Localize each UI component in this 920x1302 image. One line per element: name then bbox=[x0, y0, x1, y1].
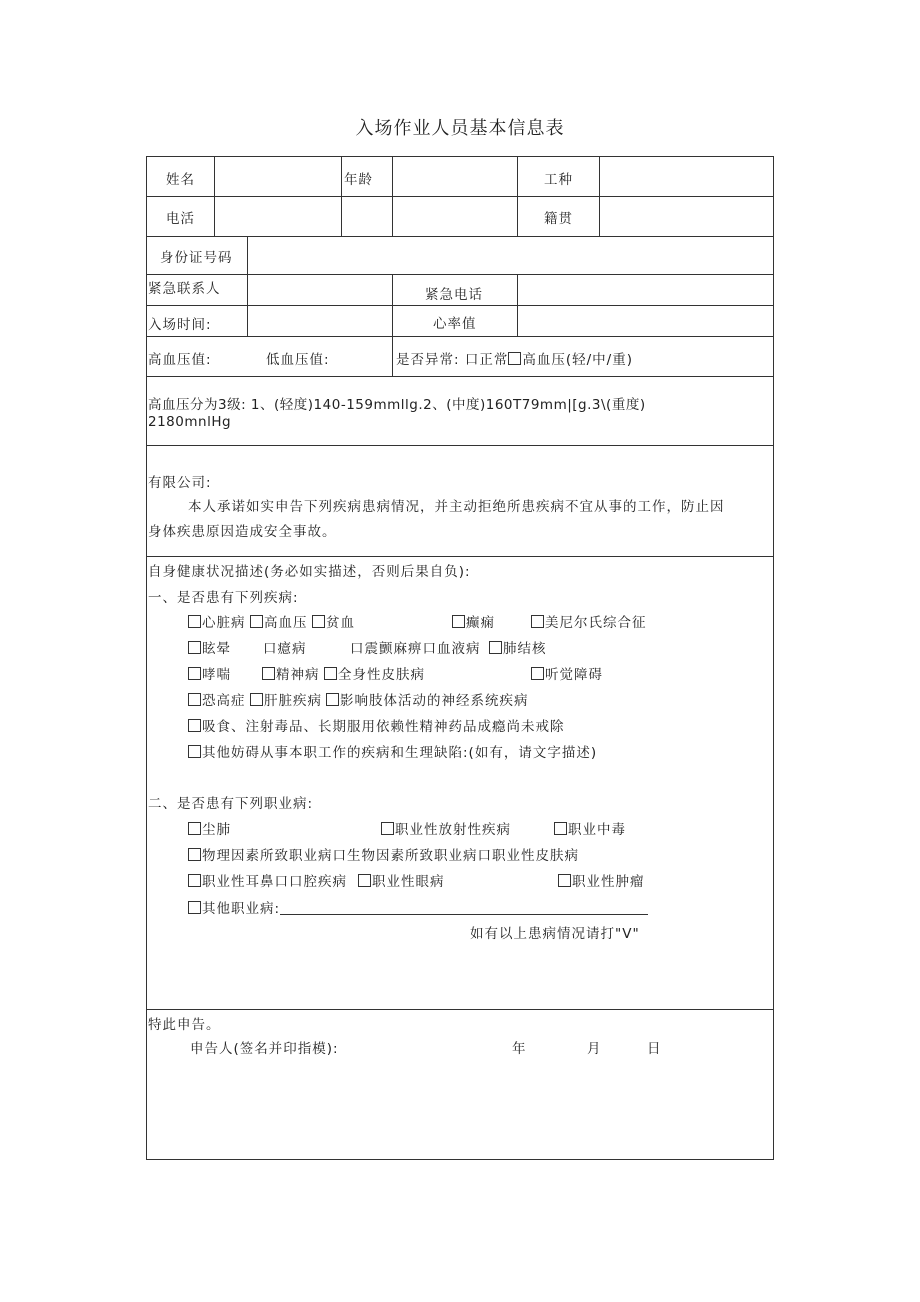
checklist-item bbox=[188, 637, 231, 657]
checklist-item-label: 其他妨碍从事本职工作的疾病和生理缺陷:(如有，请文字描述) bbox=[202, 745, 598, 761]
checkbox[interactable] bbox=[554, 822, 567, 835]
checkbox[interactable] bbox=[188, 667, 201, 680]
checklist-item bbox=[312, 611, 355, 631]
col-divider bbox=[517, 156, 518, 236]
checklist-item bbox=[554, 818, 626, 838]
col-divider bbox=[392, 336, 393, 376]
phone-field[interactable] bbox=[215, 197, 340, 235]
checklist-item bbox=[350, 637, 481, 657]
checklist-item bbox=[324, 663, 425, 683]
checkbox[interactable] bbox=[312, 615, 325, 628]
checklist-item bbox=[188, 663, 231, 683]
checklist-item-label: 尘肺 bbox=[202, 822, 231, 838]
checkbox[interactable] bbox=[188, 641, 201, 654]
row-divider bbox=[146, 376, 774, 377]
occupational-section-heading: 二、是否患有下列职业病: bbox=[148, 796, 314, 812]
checklist-item-label: 职业中毒 bbox=[568, 822, 626, 838]
age-field[interactable] bbox=[393, 157, 516, 195]
checklist-item bbox=[188, 715, 565, 735]
age-label: 年龄 bbox=[344, 172, 373, 188]
checkbox[interactable] bbox=[381, 822, 394, 835]
checkbox[interactable] bbox=[262, 667, 275, 680]
diastolic-label: 低血压值: bbox=[266, 352, 330, 368]
checklist-item-label: 美尼尔氏综合征 bbox=[545, 615, 647, 631]
native-place-label: 籍贯 bbox=[544, 211, 573, 227]
row-divider bbox=[146, 336, 774, 337]
checklist-item-label: 高血压 bbox=[264, 615, 308, 631]
checklist-item-label: 哮喘 bbox=[202, 667, 231, 683]
checklist-item-label: 心脏病 bbox=[202, 615, 246, 631]
checklist-item bbox=[263, 637, 307, 657]
checklist-item bbox=[531, 663, 603, 683]
entry-time-field[interactable] bbox=[248, 306, 391, 335]
health-intro: 自身健康状况描述(务必如实描述，否则后果自负): bbox=[148, 564, 471, 580]
id-number-field[interactable] bbox=[248, 237, 772, 273]
checkbox[interactable] bbox=[489, 641, 502, 654]
checklist-item bbox=[489, 637, 547, 657]
checkbox[interactable] bbox=[188, 822, 201, 835]
checklist-item-label: 职业性耳鼻口口腔疾病 bbox=[202, 874, 347, 890]
bp-grade-note-cont: 2180mnlHg bbox=[148, 414, 232, 430]
checkbox[interactable] bbox=[188, 615, 201, 628]
checkbox[interactable] bbox=[358, 874, 371, 887]
checklist-item-label: 职业性肿瘤 bbox=[572, 874, 645, 890]
bp-grade-note: 高血压分为3级: 1、(轻度)140-159mmllg.2、(中度)160T79mm|[g.3\(重度) bbox=[148, 397, 646, 413]
checklist-item bbox=[250, 689, 322, 709]
checkbox[interactable] bbox=[326, 693, 339, 706]
checklist-item bbox=[381, 818, 511, 838]
checklist-item bbox=[188, 689, 246, 709]
trade-label: 工种 bbox=[544, 172, 573, 188]
checklist-item-label: 职业性眼病 bbox=[372, 874, 445, 890]
trade-field[interactable] bbox=[600, 157, 772, 195]
heart-rate-label: 心率值 bbox=[433, 316, 477, 332]
checklist-item-label: 癫痫 bbox=[466, 615, 495, 631]
checkbox[interactable] bbox=[531, 667, 544, 680]
checkbox[interactable] bbox=[324, 667, 337, 680]
company-label: 有限公司: bbox=[148, 475, 212, 491]
checklist-item bbox=[188, 818, 231, 838]
checklist-item bbox=[250, 611, 308, 631]
declaration-heading: 特此申告。 bbox=[148, 1017, 221, 1033]
checklist-item bbox=[188, 611, 246, 631]
phone-label: 电活 bbox=[166, 211, 195, 227]
checklist-item-label: 精神病 bbox=[276, 667, 320, 683]
checklist-item-label: 吸食、注射毒品、长期服用依赖性精神药品成瘾尚未戒除 bbox=[202, 719, 565, 735]
checklist-item-label: 全身性皮肤病 bbox=[338, 667, 425, 683]
normal-option[interactable]: 是否异常: 口正常 bbox=[396, 352, 509, 368]
checklist-item-label: 贫血 bbox=[326, 615, 355, 631]
checklist-item bbox=[188, 844, 579, 864]
name-field[interactable] bbox=[215, 157, 340, 195]
tick-instruction: 如有以上患病情况请打"V" bbox=[470, 926, 640, 942]
systolic-label: 高血压值: bbox=[148, 352, 212, 368]
abnormal-label bbox=[396, 348, 633, 368]
checklist-item bbox=[452, 611, 495, 631]
native-place-field[interactable] bbox=[600, 197, 772, 235]
other-occupational-checkbox[interactable] bbox=[188, 901, 201, 914]
emergency-contact-label: 紧急联系人 bbox=[148, 281, 221, 297]
checklist-item-label: 肝脏疾病 bbox=[264, 693, 322, 709]
checklist-item-label: 物理因素所致职业病口生物因素所致职业病口职业性皮肤病 bbox=[202, 848, 579, 864]
row-divider bbox=[146, 556, 774, 557]
id-number-label: 身份证号码 bbox=[160, 250, 233, 266]
heart-rate-field[interactable] bbox=[518, 306, 772, 335]
table-border-bottom bbox=[146, 1159, 774, 1160]
commitment-text: 本人承诺如实申告下列疾病患病情况，并主动拒绝所患疾病不宜从事的工作，防止因 bbox=[188, 499, 725, 515]
checklist-item-label: 职业性放射性疾病 bbox=[395, 822, 511, 838]
checklist-item bbox=[358, 870, 445, 890]
checklist-item bbox=[326, 689, 529, 709]
col-divider bbox=[392, 274, 393, 336]
checkbox[interactable] bbox=[558, 874, 571, 887]
commitment-text-cont: 身体疾患原因造成安全事故。 bbox=[148, 524, 337, 540]
month-label: 月 bbox=[587, 1041, 602, 1057]
page-title: 入场作业人员基本信息表 bbox=[355, 118, 565, 139]
checkbox[interactable] bbox=[452, 615, 465, 628]
checkbox[interactable] bbox=[188, 874, 201, 887]
hypertension-label: 高血压(轻/中/重) bbox=[522, 352, 633, 368]
checkbox[interactable] bbox=[188, 719, 201, 732]
checklist-item bbox=[558, 870, 645, 890]
checkbox[interactable] bbox=[531, 615, 544, 628]
checklist-item bbox=[188, 870, 347, 890]
checkbox[interactable] bbox=[250, 693, 263, 706]
checklist-item bbox=[188, 741, 597, 761]
checklist-item-label: 恐高症 bbox=[202, 693, 246, 709]
checklist-item-label: 听觉障碍 bbox=[545, 667, 603, 683]
name-label: 姓名 bbox=[166, 172, 195, 188]
emergency-phone-label: 紧急电话 bbox=[425, 287, 483, 303]
disease-section-heading: 一、是否患有下列疾病: bbox=[148, 590, 299, 606]
emergency-phone-field[interactable] bbox=[518, 275, 772, 304]
other-occupational-item bbox=[188, 897, 648, 917]
checklist-item-label: 口癔病 bbox=[263, 641, 307, 657]
table-border-right bbox=[773, 156, 774, 1160]
other-occupational-label: 其他职业病: bbox=[202, 901, 281, 917]
checkbox[interactable] bbox=[188, 745, 201, 758]
checklist-item bbox=[262, 663, 320, 683]
entry-time-label: 入场时间: bbox=[148, 317, 212, 333]
signature-field[interactable] bbox=[370, 1034, 500, 1054]
day-label: 日 bbox=[647, 1041, 662, 1057]
table-border-left bbox=[146, 156, 147, 1160]
hypertension-checkbox[interactable] bbox=[508, 352, 521, 365]
checklist-item bbox=[531, 611, 647, 631]
col-divider bbox=[341, 156, 342, 236]
checkbox[interactable] bbox=[188, 693, 201, 706]
checkbox[interactable] bbox=[250, 615, 263, 628]
checkbox[interactable] bbox=[188, 848, 201, 861]
checklist-item-label: 口震颤麻痹口血液病 bbox=[350, 641, 481, 657]
year-label: 年 bbox=[512, 1041, 527, 1057]
other-occupational-input[interactable] bbox=[280, 902, 648, 915]
row-divider bbox=[146, 445, 774, 446]
checklist-item-label: 眩晕 bbox=[202, 641, 231, 657]
signer-label: 申告人(签名并印指模): bbox=[190, 1041, 339, 1057]
emergency-contact-field[interactable] bbox=[248, 275, 391, 304]
checklist-item-label: 影响肢体活动的神经系统疾病 bbox=[340, 693, 529, 709]
checklist-item-label: 肺结核 bbox=[503, 641, 547, 657]
row-divider bbox=[146, 1009, 774, 1010]
